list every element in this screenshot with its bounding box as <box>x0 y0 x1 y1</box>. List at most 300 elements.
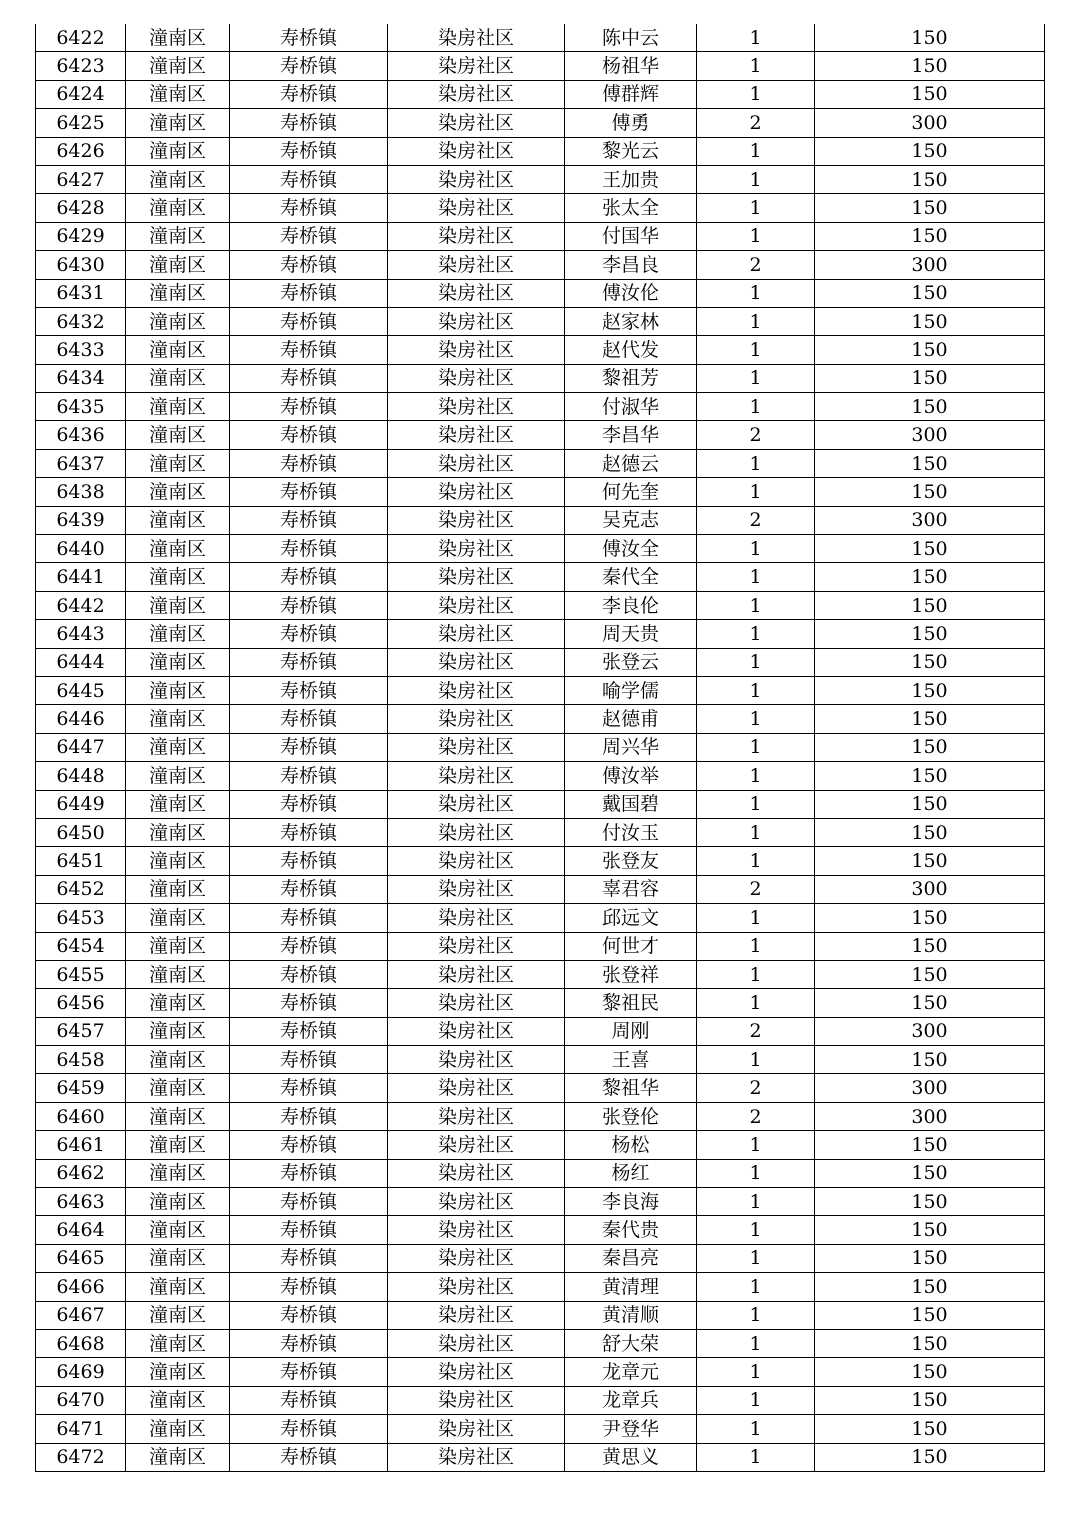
row-number-cell: 6439 <box>36 506 126 534</box>
table-row <box>36 506 1045 534</box>
district-cell: 潼南区 <box>126 478 230 506</box>
table-row <box>36 1188 1045 1216</box>
name-cell: 周天贵 <box>565 620 697 648</box>
table-row <box>36 478 1045 506</box>
community-cell: 染房社区 <box>388 790 565 818</box>
row-number-cell: 6455 <box>36 960 126 988</box>
row-number-cell: 6427 <box>36 165 126 193</box>
name-cell: 李昌华 <box>565 421 697 449</box>
row-number-cell: 6438 <box>36 478 126 506</box>
community-cell: 染房社区 <box>388 336 565 364</box>
district-cell: 潼南区 <box>126 535 230 563</box>
community-cell: 染房社区 <box>388 620 565 648</box>
amount-cell: 150 <box>815 1358 1045 1386</box>
count-cell: 1 <box>697 364 815 392</box>
district-cell: 潼南区 <box>126 109 230 137</box>
town-cell: 寿桥镇 <box>230 364 388 392</box>
community-cell: 染房社区 <box>388 1046 565 1074</box>
amount-cell: 150 <box>815 648 1045 676</box>
name-cell: 张登友 <box>565 847 697 875</box>
district-cell: 潼南区 <box>126 1102 230 1130</box>
town-cell: 寿桥镇 <box>230 932 388 960</box>
name-cell: 秦代全 <box>565 563 697 591</box>
town-cell: 寿桥镇 <box>230 1244 388 1272</box>
community-cell: 染房社区 <box>388 563 565 591</box>
town-cell: 寿桥镇 <box>230 818 388 846</box>
count-cell: 1 <box>697 194 815 222</box>
name-cell: 尹登华 <box>565 1415 697 1443</box>
amount-cell: 150 <box>815 1188 1045 1216</box>
community-cell: 染房社区 <box>388 733 565 761</box>
amount-cell: 300 <box>815 421 1045 449</box>
community-cell: 染房社区 <box>388 932 565 960</box>
count-cell: 1 <box>697 818 815 846</box>
count-cell: 1 <box>697 563 815 591</box>
count-cell: 1 <box>697 847 815 875</box>
community-cell: 染房社区 <box>388 1131 565 1159</box>
row-number-cell: 6449 <box>36 790 126 818</box>
town-cell: 寿桥镇 <box>230 506 388 534</box>
community-cell: 染房社区 <box>388 1301 565 1329</box>
name-cell: 舒大荣 <box>565 1329 697 1357</box>
community-cell: 染房社区 <box>388 676 565 704</box>
amount-cell: 150 <box>815 165 1045 193</box>
table-row <box>36 222 1045 250</box>
row-number-cell: 6457 <box>36 1017 126 1045</box>
row-number-cell: 6451 <box>36 847 126 875</box>
name-cell: 张登祥 <box>565 960 697 988</box>
amount-cell: 300 <box>815 506 1045 534</box>
count-cell: 1 <box>697 1244 815 1272</box>
name-cell: 傅勇 <box>565 109 697 137</box>
town-cell: 寿桥镇 <box>230 1074 388 1102</box>
row-number-cell: 6472 <box>36 1443 126 1471</box>
amount-cell: 300 <box>815 875 1045 903</box>
row-number-cell: 6460 <box>36 1102 126 1130</box>
district-cell: 潼南区 <box>126 1443 230 1471</box>
table-row <box>36 790 1045 818</box>
table-row <box>36 80 1045 108</box>
count-cell: 1 <box>697 1301 815 1329</box>
row-number-cell: 6469 <box>36 1358 126 1386</box>
district-cell: 潼南区 <box>126 620 230 648</box>
table-row <box>36 1046 1045 1074</box>
name-cell: 李昌良 <box>565 251 697 279</box>
community-cell: 染房社区 <box>388 364 565 392</box>
district-cell: 潼南区 <box>126 676 230 704</box>
row-number-cell: 6467 <box>36 1301 126 1329</box>
table-row <box>36 875 1045 903</box>
district-cell: 潼南区 <box>126 648 230 676</box>
table-row <box>36 336 1045 364</box>
district-cell: 潼南区 <box>126 705 230 733</box>
name-cell: 何世才 <box>565 932 697 960</box>
amount-cell: 150 <box>815 904 1045 932</box>
town-cell: 寿桥镇 <box>230 109 388 137</box>
row-number-cell: 6454 <box>36 932 126 960</box>
name-cell: 戴国碧 <box>565 790 697 818</box>
row-number-cell: 6436 <box>36 421 126 449</box>
name-cell: 赵家林 <box>565 307 697 335</box>
town-cell: 寿桥镇 <box>230 336 388 364</box>
count-cell: 1 <box>697 478 815 506</box>
town-cell: 寿桥镇 <box>230 733 388 761</box>
district-cell: 潼南区 <box>126 222 230 250</box>
name-cell: 邱远文 <box>565 904 697 932</box>
row-number-cell: 6446 <box>36 705 126 733</box>
table-row <box>36 818 1045 846</box>
row-number-cell: 6452 <box>36 875 126 903</box>
amount-cell: 150 <box>815 1046 1045 1074</box>
row-number-cell: 6466 <box>36 1273 126 1301</box>
amount-cell: 150 <box>815 989 1045 1017</box>
table-row <box>36 1244 1045 1272</box>
community-cell: 染房社区 <box>388 506 565 534</box>
count-cell: 1 <box>697 1386 815 1414</box>
town-cell: 寿桥镇 <box>230 52 388 80</box>
row-number-cell: 6441 <box>36 563 126 591</box>
district-cell: 潼南区 <box>126 336 230 364</box>
table-row <box>36 932 1045 960</box>
amount-cell: 150 <box>815 1329 1045 1357</box>
name-cell: 秦代贵 <box>565 1216 697 1244</box>
town-cell: 寿桥镇 <box>230 1329 388 1357</box>
district-cell: 潼南区 <box>126 421 230 449</box>
community-cell: 染房社区 <box>388 818 565 846</box>
district-cell: 潼南区 <box>126 251 230 279</box>
district-cell: 潼南区 <box>126 24 230 52</box>
row-number-cell: 6448 <box>36 762 126 790</box>
district-cell: 潼南区 <box>126 137 230 165</box>
amount-cell: 300 <box>815 1074 1045 1102</box>
table-row <box>36 1443 1045 1471</box>
count-cell: 1 <box>697 733 815 761</box>
count-cell: 1 <box>697 648 815 676</box>
amount-cell: 150 <box>815 818 1045 846</box>
row-number-cell: 6434 <box>36 364 126 392</box>
count-cell: 1 <box>697 165 815 193</box>
amount-cell: 150 <box>815 1244 1045 1272</box>
district-cell: 潼南区 <box>126 1017 230 1045</box>
amount-cell: 150 <box>815 1131 1045 1159</box>
community-cell: 染房社区 <box>388 1102 565 1130</box>
town-cell: 寿桥镇 <box>230 790 388 818</box>
community-cell: 染房社区 <box>388 251 565 279</box>
town-cell: 寿桥镇 <box>230 421 388 449</box>
table-row <box>36 762 1045 790</box>
community-cell: 染房社区 <box>388 1244 565 1272</box>
amount-cell: 150 <box>815 1301 1045 1329</box>
district-cell: 潼南区 <box>126 563 230 591</box>
amount-cell: 300 <box>815 109 1045 137</box>
count-cell: 1 <box>697 676 815 704</box>
name-cell: 黎祖芳 <box>565 364 697 392</box>
table-row <box>36 620 1045 648</box>
community-cell: 染房社区 <box>388 1443 565 1471</box>
community-cell: 染房社区 <box>388 393 565 421</box>
name-cell: 傅群辉 <box>565 80 697 108</box>
row-number-cell: 6440 <box>36 535 126 563</box>
table-row <box>36 1131 1045 1159</box>
name-cell: 付淑华 <box>565 393 697 421</box>
community-cell: 染房社区 <box>388 279 565 307</box>
name-cell: 张登伦 <box>565 1102 697 1130</box>
table-row <box>36 364 1045 392</box>
count-cell: 1 <box>697 393 815 421</box>
row-number-cell: 6431 <box>36 279 126 307</box>
town-cell: 寿桥镇 <box>230 648 388 676</box>
amount-cell: 150 <box>815 393 1045 421</box>
table-row <box>36 1386 1045 1414</box>
table-row <box>36 535 1045 563</box>
town-cell: 寿桥镇 <box>230 80 388 108</box>
table-row <box>36 194 1045 222</box>
table-row <box>36 279 1045 307</box>
town-cell: 寿桥镇 <box>230 1216 388 1244</box>
count-cell: 2 <box>697 1017 815 1045</box>
amount-cell: 150 <box>815 535 1045 563</box>
table-row <box>36 847 1045 875</box>
name-cell: 何先奎 <box>565 478 697 506</box>
row-number-cell: 6435 <box>36 393 126 421</box>
town-cell: 寿桥镇 <box>230 1301 388 1329</box>
town-cell: 寿桥镇 <box>230 194 388 222</box>
town-cell: 寿桥镇 <box>230 676 388 704</box>
community-cell: 染房社区 <box>388 109 565 137</box>
district-cell: 潼南区 <box>126 194 230 222</box>
count-cell: 2 <box>697 1074 815 1102</box>
row-number-cell: 6470 <box>36 1386 126 1414</box>
community-cell: 染房社区 <box>388 421 565 449</box>
amount-cell: 150 <box>815 620 1045 648</box>
town-cell: 寿桥镇 <box>230 393 388 421</box>
count-cell: 2 <box>697 1102 815 1130</box>
amount-cell: 150 <box>815 364 1045 392</box>
row-number-cell: 6428 <box>36 194 126 222</box>
district-cell: 潼南区 <box>126 989 230 1017</box>
town-cell: 寿桥镇 <box>230 1046 388 1074</box>
district-cell: 潼南区 <box>126 393 230 421</box>
table-row <box>36 421 1045 449</box>
amount-cell: 150 <box>815 932 1045 960</box>
district-cell: 潼南区 <box>126 1046 230 1074</box>
name-cell: 辜君容 <box>565 875 697 903</box>
row-number-cell: 6458 <box>36 1046 126 1074</box>
table-row <box>36 165 1045 193</box>
row-number-cell: 6468 <box>36 1329 126 1357</box>
community-cell: 染房社区 <box>388 478 565 506</box>
town-cell: 寿桥镇 <box>230 989 388 1017</box>
community-cell: 染房社区 <box>388 648 565 676</box>
amount-cell: 150 <box>815 960 1045 988</box>
community-cell: 染房社区 <box>388 591 565 619</box>
amount-cell: 150 <box>815 279 1045 307</box>
district-cell: 潼南区 <box>126 1386 230 1414</box>
name-cell: 黎祖民 <box>565 989 697 1017</box>
name-cell: 杨红 <box>565 1159 697 1187</box>
count-cell: 1 <box>697 1329 815 1357</box>
row-number-cell: 6442 <box>36 591 126 619</box>
amount-cell: 150 <box>815 336 1045 364</box>
name-cell: 杨松 <box>565 1131 697 1159</box>
row-number-cell: 6425 <box>36 109 126 137</box>
community-cell: 染房社区 <box>388 307 565 335</box>
community-cell: 染房社区 <box>388 904 565 932</box>
table-row <box>36 591 1045 619</box>
district-cell: 潼南区 <box>126 1216 230 1244</box>
table-row <box>36 1017 1045 1045</box>
community-cell: 染房社区 <box>388 847 565 875</box>
name-cell: 杨祖华 <box>565 52 697 80</box>
community-cell: 染房社区 <box>388 1273 565 1301</box>
name-cell: 张登云 <box>565 648 697 676</box>
name-cell: 黎光云 <box>565 137 697 165</box>
amount-cell: 150 <box>815 790 1045 818</box>
amount-cell: 150 <box>815 591 1045 619</box>
district-cell: 潼南区 <box>126 591 230 619</box>
town-cell: 寿桥镇 <box>230 1358 388 1386</box>
district-cell: 潼南区 <box>126 1188 230 1216</box>
town-cell: 寿桥镇 <box>230 591 388 619</box>
town-cell: 寿桥镇 <box>230 1415 388 1443</box>
amount-cell: 150 <box>815 478 1045 506</box>
count-cell: 1 <box>697 1273 815 1301</box>
community-cell: 染房社区 <box>388 1216 565 1244</box>
town-cell: 寿桥镇 <box>230 1188 388 1216</box>
name-cell: 赵德甫 <box>565 705 697 733</box>
name-cell: 喻学儒 <box>565 676 697 704</box>
town-cell: 寿桥镇 <box>230 1386 388 1414</box>
table-row <box>36 307 1045 335</box>
town-cell: 寿桥镇 <box>230 904 388 932</box>
table-row <box>36 1415 1045 1443</box>
count-cell: 2 <box>697 251 815 279</box>
row-number-cell: 6450 <box>36 818 126 846</box>
district-cell: 潼南区 <box>126 1329 230 1357</box>
name-cell: 李良伦 <box>565 591 697 619</box>
district-cell: 潼南区 <box>126 449 230 477</box>
community-cell: 染房社区 <box>388 960 565 988</box>
name-cell: 王喜 <box>565 1046 697 1074</box>
community-cell: 染房社区 <box>388 1017 565 1045</box>
count-cell: 1 <box>697 790 815 818</box>
town-cell: 寿桥镇 <box>230 1131 388 1159</box>
community-cell: 染房社区 <box>388 989 565 1017</box>
count-cell: 1 <box>697 535 815 563</box>
count-cell: 1 <box>697 1443 815 1471</box>
row-number-cell: 6456 <box>36 989 126 1017</box>
count-cell: 1 <box>697 1415 815 1443</box>
name-cell: 秦昌亮 <box>565 1244 697 1272</box>
name-cell: 龙章元 <box>565 1358 697 1386</box>
table-row <box>36 989 1045 1017</box>
count-cell: 1 <box>697 24 815 52</box>
amount-cell: 150 <box>815 676 1045 704</box>
count-cell: 1 <box>697 1358 815 1386</box>
district-cell: 潼南区 <box>126 904 230 932</box>
table-row <box>36 676 1045 704</box>
community-cell: 染房社区 <box>388 24 565 52</box>
row-number-cell: 6463 <box>36 1188 126 1216</box>
amount-cell: 150 <box>815 137 1045 165</box>
town-cell: 寿桥镇 <box>230 847 388 875</box>
community-cell: 染房社区 <box>388 1159 565 1187</box>
row-number-cell: 6461 <box>36 1131 126 1159</box>
amount-cell: 150 <box>815 847 1045 875</box>
amount-cell: 150 <box>815 52 1045 80</box>
community-cell: 染房社区 <box>388 222 565 250</box>
table-row <box>36 449 1045 477</box>
table-row <box>36 251 1045 279</box>
town-cell: 寿桥镇 <box>230 478 388 506</box>
name-cell: 黄清顺 <box>565 1301 697 1329</box>
row-number-cell: 6433 <box>36 336 126 364</box>
amount-cell: 150 <box>815 307 1045 335</box>
community-cell: 染房社区 <box>388 1188 565 1216</box>
community-cell: 染房社区 <box>388 1386 565 1414</box>
row-number-cell: 6465 <box>36 1244 126 1272</box>
name-cell: 赵代发 <box>565 336 697 364</box>
town-cell: 寿桥镇 <box>230 705 388 733</box>
town-cell: 寿桥镇 <box>230 535 388 563</box>
community-cell: 染房社区 <box>388 705 565 733</box>
name-cell: 吴克志 <box>565 506 697 534</box>
town-cell: 寿桥镇 <box>230 762 388 790</box>
table-row <box>36 1159 1045 1187</box>
table-row <box>36 705 1045 733</box>
district-cell: 潼南区 <box>126 279 230 307</box>
row-number-cell: 6443 <box>36 620 126 648</box>
amount-cell: 150 <box>815 222 1045 250</box>
town-cell: 寿桥镇 <box>230 251 388 279</box>
district-cell: 潼南区 <box>126 1415 230 1443</box>
name-cell: 周兴华 <box>565 733 697 761</box>
district-cell: 潼南区 <box>126 80 230 108</box>
district-cell: 潼南区 <box>126 1358 230 1386</box>
count-cell: 1 <box>697 904 815 932</box>
amount-cell: 150 <box>815 194 1045 222</box>
row-number-cell: 6445 <box>36 676 126 704</box>
row-number-cell: 6430 <box>36 251 126 279</box>
table-row <box>36 563 1045 591</box>
table-row <box>36 1074 1045 1102</box>
district-cell: 潼南区 <box>126 364 230 392</box>
row-number-cell: 6437 <box>36 449 126 477</box>
row-number-cell: 6422 <box>36 24 126 52</box>
count-cell: 1 <box>697 591 815 619</box>
amount-cell: 150 <box>815 1216 1045 1244</box>
count-cell: 2 <box>697 506 815 534</box>
name-cell: 赵德云 <box>565 449 697 477</box>
community-cell: 染房社区 <box>388 1358 565 1386</box>
amount-cell: 300 <box>815 251 1045 279</box>
count-cell: 1 <box>697 80 815 108</box>
amount-cell: 150 <box>815 705 1045 733</box>
row-number-cell: 6464 <box>36 1216 126 1244</box>
count-cell: 1 <box>697 1131 815 1159</box>
count-cell: 1 <box>697 1188 815 1216</box>
count-cell: 1 <box>697 279 815 307</box>
name-cell: 张太全 <box>565 194 697 222</box>
amount-cell: 150 <box>815 1273 1045 1301</box>
table-row <box>36 960 1045 988</box>
table-row <box>36 52 1045 80</box>
town-cell: 寿桥镇 <box>230 563 388 591</box>
table-row <box>36 109 1045 137</box>
district-cell: 潼南区 <box>126 165 230 193</box>
row-number-cell: 6444 <box>36 648 126 676</box>
community-cell: 染房社区 <box>388 194 565 222</box>
